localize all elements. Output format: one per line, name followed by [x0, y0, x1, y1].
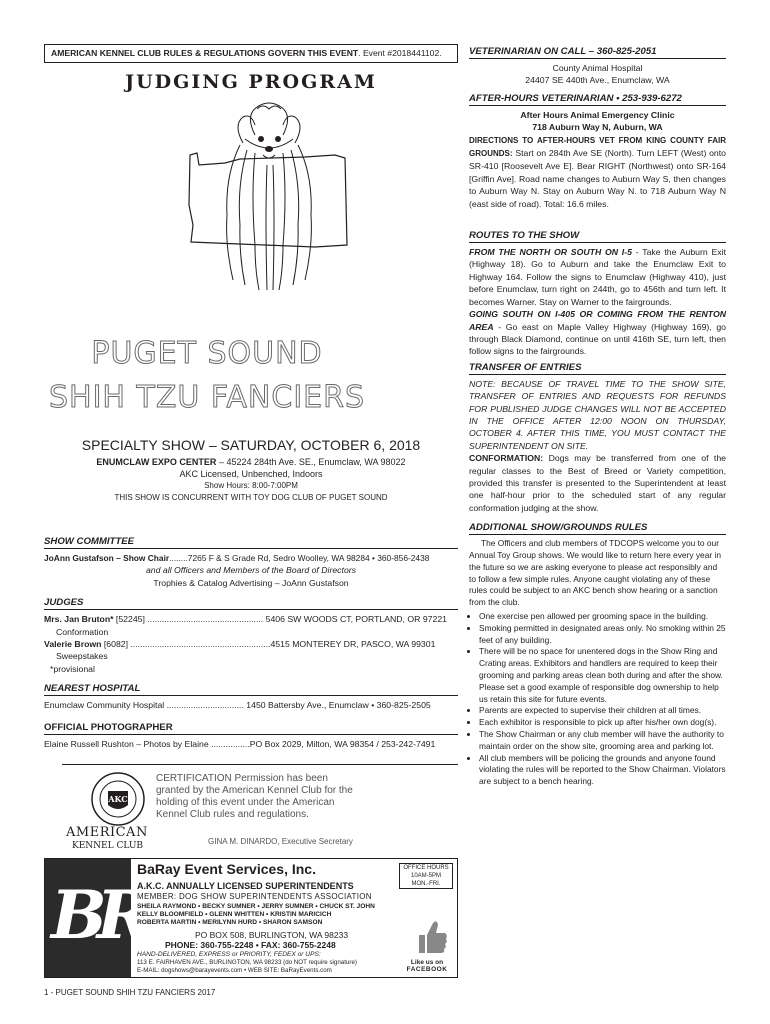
baray-phone: PHONE: 360-755-2248 • FAX: 360-755-2248 [165, 940, 336, 950]
conformation-text: Dogs may be transferred from one of the regular classes to the Best of Breed or Variety competition, provided this transfer is presented to the Superintendent at least one half-hour prior to the scheduled start of any regular conformation judging at the show. [469, 453, 726, 513]
provisional-note: *provisional [50, 663, 95, 674]
akc-notice-rest: . Event #2018441102. [358, 48, 442, 58]
specialty-show: SPECIALTY SHOW – SATURDAY, OCTOBER 6, 2018 [81, 437, 421, 453]
hospital-line: Enumclaw Community Hospital ................................ 1450 Battersby Ave., Enumclaw • 360-825-2505 [44, 700, 431, 711]
venue-line [44, 456, 458, 468]
judge-number: [6082] [101, 639, 131, 650]
baray-web: E-MAIL: dogshows@barayevents.com • WEB SITE: BaRayEvents.com [137, 967, 332, 974]
club-name-line1: PUGET SOUND [91, 336, 323, 371]
rules-heading: ADDITIONAL SHOW/GROUNDS RULES [469, 522, 726, 535]
show-chair-name: JoAnn Gustafson – Show Chair [44, 553, 170, 563]
judge-dots: .......................................................... [130, 639, 271, 650]
akc-notice-bold: AMERICAN KENNEL CLUB RULES & REGULATIONS GOVERN THIS EVENT [51, 48, 359, 58]
show-chair-detail: ........7265 F & S Grade Rd, Sedro Woolley, WA 98284 • 360-856-2438 [169, 553, 430, 563]
judge-name: Mrs. Jan Bruton* [44, 614, 114, 625]
venue-block [44, 456, 458, 504]
hospital-heading: NEAREST HOSPITAL [44, 683, 458, 696]
certification-block [62, 764, 458, 860]
venue-name: ENUMCLAW EXPO CENTER [96, 457, 217, 467]
routes-heading: ROUTES TO THE SHOW [469, 230, 726, 243]
rules-intro: The Officers and club members of TDCOPS welcome you to our Annual Toy Group shows. We would like to return here every year in the future so we are asking everyone to please act responsibly and to follow a few simple rules. Anyone caught violating any of these rules could be subject to an AKC bench show hearing or a sanction from the club. [469, 538, 721, 608]
judge-address: 4515 MONTEREY DR, PASCO, WA 99301 [270, 639, 436, 650]
rules-list [469, 611, 726, 788]
trophies-line: Trophies & Catalog Advertising – JoAnn Gustafson [153, 577, 349, 588]
judges-list [44, 613, 458, 675]
judge-row [44, 638, 458, 650]
facebook-link[interactable]: FACEBOOK [406, 966, 448, 973]
photographer-line: Elaine Russell Rushton – Photos by Elaine ................PO Box 2029, Milton, WA 98354 / 253-242-7491 [44, 738, 436, 749]
judges-heading: JUDGES [44, 597, 458, 610]
transfer-block [469, 378, 726, 514]
office-hours [399, 863, 453, 889]
show-committee-heading: SHOW COMMITTEE [44, 536, 458, 549]
after-hours-dir-label: DIRECTIONS TO AFTER-HOURS VET FROM KING COUNTY FAIR GROUNDS: [469, 135, 726, 159]
right-column [469, 44, 726, 788]
baray-po: PO BOX 508, BURLINGTON, WA 98233 [195, 930, 349, 940]
vet-block [469, 62, 726, 87]
baray-delivery: HAND-DELIVERED, EXPRESS or PRIORITY, FEDEX or UPS: [137, 951, 321, 958]
transfer-heading: TRANSFER OF ENTRIES [469, 362, 726, 375]
vet-address: 24407 SE 440th Ave., Enumclaw, WA [525, 75, 670, 86]
page-footer: 1 - PUGET SOUND SHIH TZU FANCIERS 2017 [44, 988, 216, 997]
rule-item: • All club members will be policing the grounds and anyone found violating the rules will be reported to the Show Chairman. Violators are subject to a bench hearing. [479, 753, 726, 788]
judge-assignment: Conformation [56, 626, 109, 637]
akc-word2: KENNEL CLUB [72, 841, 144, 851]
club-name-line2: SHIH TZU FANCIERS [48, 380, 366, 415]
show-committee-block [44, 552, 458, 589]
certification-signer: GINA M. DINARDO, Executive Secretary [208, 837, 353, 846]
judge-assignment: Sweepstakes [56, 651, 108, 662]
baray-staff3: ROBERTA MARTIN • MERILYNN HURD • SHARON SAMSON [137, 919, 323, 926]
akc-notice [44, 44, 458, 63]
venue-licensed: AKC Licensed, Unbenched, Indoors [179, 469, 323, 479]
rule-item: • Each exhibitor is responsible to pick up after his/her own dog(s). [479, 717, 726, 729]
akc-seal-center: AKC [108, 794, 128, 804]
judge-name: Valerie Brown [44, 639, 102, 650]
conformation-label: CONFORMATION: [469, 453, 544, 464]
baray-licensed: A.K.C. ANNUALLY LICENSED SUPERINTENDENTS [137, 881, 354, 891]
after-hours-address: 718 Auburn Way N, Auburn, WA [532, 122, 663, 133]
after-hours-heading: AFTER-HOURS VETERINARIAN • 253-939-6272 [469, 93, 726, 106]
rule-item: • Smoking permitted in designated areas only. No smoking within 25 feet of any building. [479, 623, 726, 647]
route-south-text: - Go east on Maple Valley Highway (Highway 169), go through Black Diamond, continue on until 416th SE, turn left, then follow signs to the fairgrounds. [469, 321, 726, 357]
transfer-note: NOTE: BECAUSE OF TRAVEL TIME TO THE SHOW SITE, TRANSFER OF ENTRIES AND REQUESTS FOR REFUNDS FOR PUBLISHED JUDGE CHANGES WILL NOT BE ACCEPTED IN THE OFFICE AFTER 12:00 NOON ON THURSDAY, OCTOBER 4. AFTER THIS TIME, YOU MUST CONTACT THE SUPERINTENDENT ON SITE. [469, 378, 726, 451]
baray-name: BaRay Event Services, Inc. [137, 861, 316, 877]
akc-seal-icon [90, 771, 146, 827]
photographer-heading: OFFICIAL PHOTOGRAPHER [44, 722, 458, 735]
after-hours-block [469, 109, 726, 210]
rule-item: • There will be no space for unentered dogs in the Show Ring and Crating areas. Exhibitors and handlers are required to keep their grooming and parking areas clean both during and after the show. Please set a good example of responsible dog ownership to help us retain this site for future events. [479, 646, 726, 705]
rule-item: • Parents are expected to supervise their children at all times. [479, 705, 726, 717]
baray-box [44, 858, 458, 978]
certification-text: CERTIFICATION Permission has been granted by the American Kennel Club for the holding of this event under the American Kennel Club rules and regulations. [156, 773, 353, 820]
baray-member: MEMBER: DOG SHOW SUPERINTENDENTS ASSOCIATION [137, 892, 372, 901]
rule-item: • The Show Chairman or any club member will have the authority to maintain order on the show site, grooming area and parking lot. [479, 729, 726, 753]
akc-word1: AMERICAN [66, 825, 148, 840]
routes-block [469, 246, 726, 358]
route-north [469, 246, 726, 308]
show-chair-line [44, 552, 458, 564]
office-hours-label: OFFICE HOURS [403, 865, 449, 871]
rule-item: • One exercise pen allowed per grooming space in the building. [479, 611, 726, 623]
conformation-transfer [469, 452, 726, 514]
after-hours-clinic: After Hours Animal Emergency Clinic [520, 109, 675, 120]
venue-hours: Show Hours: 8:00-7:00PM [204, 481, 298, 490]
vet-heading: VETERINARIAN ON CALL – 360-825-2051 [469, 46, 726, 59]
br-logo-icon [45, 859, 142, 977]
like-us-label: Like us on [410, 959, 444, 966]
left-column [44, 44, 458, 93]
program-title: JUDGING PROGRAM [125, 71, 377, 93]
judge-row [44, 613, 458, 625]
venue-address: – 45224 284th Ave. SE., Enumclaw, WA 98022 [216, 457, 406, 467]
office-hours-days: MON.-FRI. [411, 881, 441, 887]
br-logo-text: BR [51, 876, 142, 954]
vet-name: County Animal Hospital [552, 63, 643, 73]
thumbs-up-icon[interactable] [415, 917, 449, 955]
venue-concurrent: THIS SHOW IS CONCURRENT WITH TOY DOG CLUB OF PUGET SOUND [114, 493, 388, 502]
office-hours-time: 10AM-5PM [410, 873, 441, 879]
route-north-text: - Take the Auburn Exit (Highway 18). Go to Auburn and take the Enumclaw Exit to Highway 164. Follow the signs to Enumclaw (Highway 410), just before Enumclaw, turn right on 244th, go to 456th and turn left. It becomes Warner. Stay on Warner to the fairgrounds. [469, 247, 726, 307]
route-south-label: GOING SOUTH ON I-405 OR COMING FROM THE RENTON AREA [469, 309, 726, 332]
after-hours-directions [469, 134, 726, 210]
baray-street: 113 E. FAIRHAVEN AVE., BURLINGTON, WA 98233 (do NOT require signature) [137, 959, 357, 966]
shih-tzu-illustration-icon [185, 95, 355, 295]
after-hours-dir-text: Start on 284th Ave SE (North). Turn LEFT (West) onto SR-410 [Roosevelt Ave E]. Bear RIGHT (Northwest) onto SR-164 [Griffin Ave]. Road name changes to Auburn Way S, then changes to Auburn Way N. Stay on Auburn Way N. to 718 Auburn Way N (east side of road). Total: 16.6 miles. [469, 148, 726, 209]
judge-address: 5406 SW WOODS CT, PORTLAND, OR 97221 [263, 614, 447, 625]
route-north-label: FROM THE NORTH OR SOUTH ON I-5 [469, 247, 632, 258]
baray-staff2: KELLY BLOOMFIELD • GLENN WHITTEN • KRISTIN MARICICH [137, 911, 332, 918]
officers-line: and all Officers and Members of the Board of Directors [145, 565, 357, 576]
judge-number: [52245] [113, 614, 148, 625]
baray-staff1: SHEILA RAYMOND • BECKY SUMNER • JERRY SUMNER • CHUCK ST. JOHN [137, 903, 375, 910]
judge-dots: ................................................ [147, 614, 264, 625]
washington-map-icon [189, 153, 347, 247]
route-south [469, 308, 726, 358]
